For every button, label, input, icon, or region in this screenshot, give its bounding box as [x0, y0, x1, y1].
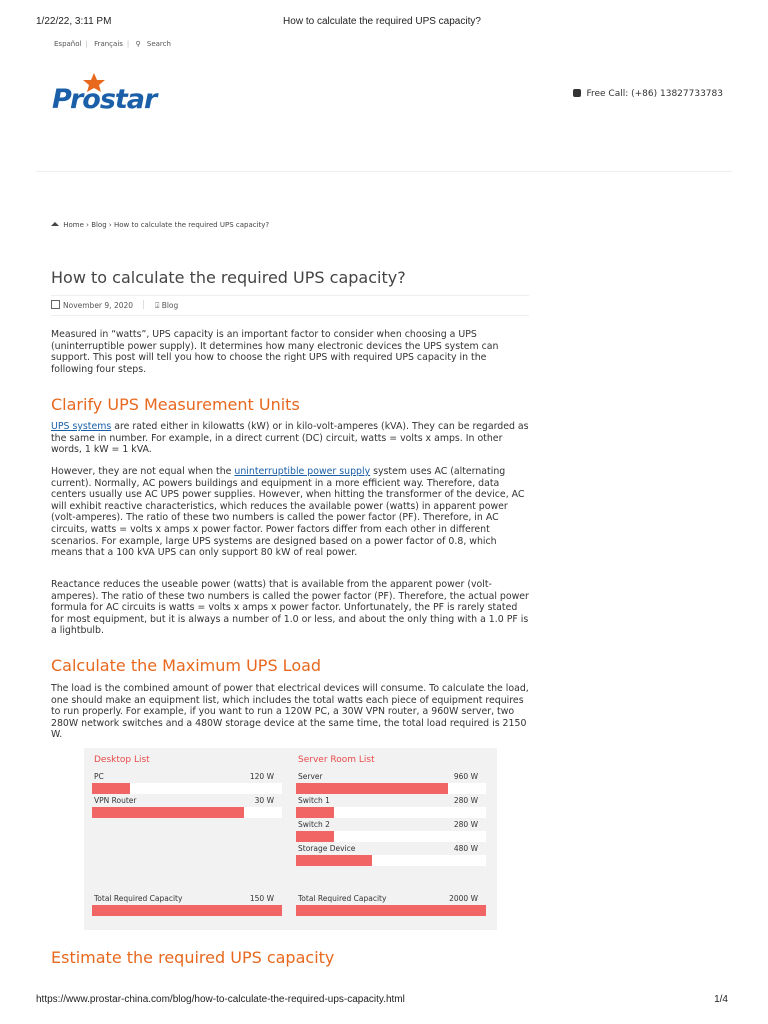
folder-icon: ⍗ [154, 301, 160, 310]
language-bar: Español | Français | ⚲ Search [54, 40, 179, 48]
load-bar-track [296, 831, 486, 842]
load-bar-fill [92, 783, 130, 794]
search-link[interactable]: ⚲ Search [135, 40, 171, 48]
load-bar-track [296, 783, 486, 794]
meta-divider-bottom [51, 315, 529, 316]
ups-link[interactable]: uninterruptible power supply [234, 466, 371, 477]
equipment-name: Switch 2 [298, 820, 330, 829]
load-bar-track [296, 807, 486, 818]
equipment-name: VPN Router [94, 796, 137, 805]
units-paragraph-3: Reactance reduces the useable power (watts) that is available from the apparent power (volt-amperes). The ratio of these two numbers is called the power factor (PF). Therefore, the actual power formula for AC circuits is watts = volts x amps x power factor. Unfortunately, the PF is rarely stated for most equipment, but it is always a number of 1.0 or less, and about the only thing with a 1.0 PF is a lightbulb. [51, 579, 529, 637]
header-divider [36, 171, 732, 172]
load-bar-track [296, 855, 486, 866]
equipment-name: PC [94, 772, 104, 781]
load-bar-fill [296, 855, 372, 866]
phone-icon [573, 89, 581, 97]
desktop-list-heading: Desktop List [94, 755, 150, 765]
intro-paragraph: Measured in “watts”, UPS capacity is an important factor to consider when choosing a UPS (uninterruptible power supply). It determines how many electronic devices the UPS system can support. This post will tell you how to choose the right UPS with required UPS capacity in the following four steps. [51, 329, 499, 375]
calendar-icon [51, 300, 60, 309]
units-paragraph-2: However, they are not equal when the uninterruptible power supply system uses AC (alternating current). Normally, AC powers buildings and equipment in a more efficient way. Therefore, data centers usually use AC UPS power supplies. However, when hitting the transformer of the device, AC will exhibit reactive characteristics, which reduces the available power (watts) in apparent power (volt-amperes). The ratio of these two numbers is called the power factor (PF). Therefore, in AC circuits, watts = volts x amps x power factor. Power factors differ from each other in different scenarios. For example, large UPS systems are designed based on a power factor of 0.8, which means that a 100 kVA UPS can only support 80 kW of real power. [51, 466, 525, 559]
load-bar-track [296, 905, 486, 916]
lang-fr-link[interactable]: Français [94, 40, 123, 48]
post-category[interactable]: Blog [161, 301, 179, 310]
breadcrumb-home[interactable]: Home [63, 221, 84, 229]
equipment-watts: 960 W [453, 772, 478, 781]
logo-wordmark: Prostar [52, 84, 157, 115]
heading-measurement-units: Clarify UPS Measurement Units [51, 395, 300, 414]
server-list-heading: Server Room List [298, 755, 375, 765]
load-bar-track [92, 807, 282, 818]
heading-max-load: Calculate the Maximum UPS Load [51, 656, 322, 675]
heading-estimate-capacity: Estimate the required UPS capacity [51, 948, 335, 967]
total-capacity-value: 2000 W [449, 894, 478, 903]
equipment-list-panel [84, 748, 497, 930]
total-capacity-label: Total Required Capacity [298, 894, 387, 903]
post-meta [51, 300, 178, 311]
total-capacity-value: 150 W [249, 894, 274, 903]
free-call-contact[interactable] [573, 89, 723, 99]
meta-divider-top [51, 295, 529, 296]
print-doc-title: How to calculate the required UPS capacity? [283, 16, 481, 27]
equipment-watts: 480 W [453, 844, 478, 853]
units-paragraph-1: UPS systems are rated either in kilowatts (kW) or in kilo-volt-amperes (kVA). They can be regarded as the same in number. For example, in a direct current (DC) circuit, watts = volts x amps. In other words, 1 kW = 1 kVA. [51, 421, 529, 456]
total-capacity-label: Total Required Capacity [94, 894, 183, 903]
print-datetime: 1/22/22, 3:11 PM [36, 16, 112, 27]
load-bar-fill [296, 783, 448, 794]
ups-systems-link[interactable]: UPS systems [51, 421, 112, 432]
page-title: How to calculate the required UPS capacity? [51, 268, 406, 287]
search-icon: ⚲ [135, 40, 141, 48]
prostar-logo[interactable] [52, 72, 182, 122]
print-header [36, 16, 728, 30]
breadcrumb-blog[interactable]: Blog [91, 221, 107, 229]
load-bar-fill [296, 807, 334, 818]
load-bar-fill [296, 831, 334, 842]
print-page-number: 1/4 [714, 994, 728, 1005]
load-bar-track [92, 783, 282, 794]
breadcrumb-current: How to calculate the required UPS capacity? [113, 221, 270, 229]
equipment-watts: 280 W [453, 796, 478, 805]
equipment-name: Server [298, 772, 323, 781]
load-bar-fill [296, 905, 486, 916]
equipment-watts: 120 W [249, 772, 274, 781]
load-bar-fill [92, 807, 244, 818]
print-footer [36, 994, 728, 1008]
load-bar-track [92, 905, 282, 916]
load-paragraph: The load is the combined amount of power that electrical devices will consume. To calculate the load, one should make an equipment list, which includes the total watts each piece of equipment requires to run properly. For example, if you want to run a 120W PC, a 30W VPN router, a 960W server, two 280W network switches and a 480W storage device at the same time, the total load required is 2150 W. [51, 683, 529, 741]
load-bar-fill [92, 905, 282, 916]
print-url: https://www.prostar-china.com/blog/how-to-calculate-the-required-ups-capacity.html [36, 994, 405, 1005]
post-date: November 9, 2020 [63, 301, 134, 310]
free-call-label: Free Call: (+86) 13827733783 [586, 89, 723, 99]
equipment-watts: 30 W [254, 796, 274, 805]
lang-es-link[interactable]: Español [54, 40, 82, 48]
home-icon [51, 222, 59, 226]
equipment-name: Switch 1 [298, 796, 330, 805]
equipment-watts: 280 W [453, 820, 478, 829]
breadcrumb: Home › Blog › How to calculate the required UPS capacity? [51, 221, 269, 229]
equipment-name: Storage Device [298, 844, 356, 853]
